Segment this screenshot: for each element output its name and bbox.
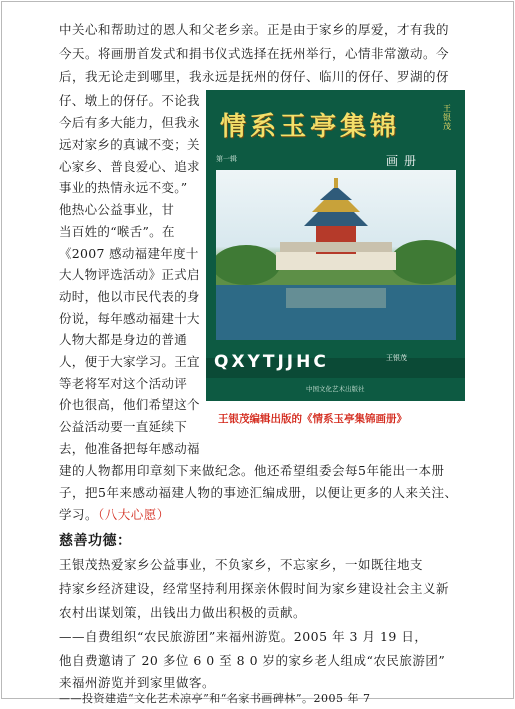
book-cover-image xyxy=(206,90,465,401)
cover-vertical-text: 王银茂 xyxy=(443,104,451,131)
section-line: ——自费组织“农民旅游团”来福州游览。2005 年 3 月 19 日， xyxy=(59,629,428,644)
narrow-line: 人物大都是身边的普通 xyxy=(59,332,188,347)
image-caption: 王银茂编辑出版的《情系玉亭集锦画册》 xyxy=(218,413,407,425)
cover-volume: 第一辑 xyxy=(216,155,237,163)
cover-code: QXYTJJHC xyxy=(214,352,329,372)
cover-author: 王银茂 xyxy=(386,354,407,362)
narrow-line: 去，他准备把每年感动福 xyxy=(59,441,200,456)
cover-subtitle: 画册 xyxy=(386,154,423,168)
narrow-line: 今后有多大能力，但我永 xyxy=(59,115,200,130)
section-line: 来福州游览并到家里做客。 xyxy=(59,675,216,690)
section-line: ——投资建造“文化艺术凉亭”和“名家书画碑林”。2005 年 7 xyxy=(59,692,371,705)
narrow-line: 《2007 感动福建年度十 xyxy=(59,246,199,261)
paragraph-line: 今天。将画册首发式和捐书仪式选择在抚州举行，心情非常激动。今 xyxy=(59,46,450,61)
pavilion-illustration xyxy=(216,170,456,340)
paragraph-line: 建的人物都用印章刻下来做纪念。他还希望组委会每5年能出一本册 xyxy=(59,463,445,478)
narrow-line: 事业的热情永远不变。” xyxy=(59,180,188,195)
last-line-text: 学习。 xyxy=(59,507,99,522)
narrow-line: 仔、墩上的伢仔。不论我 xyxy=(59,93,200,108)
narrow-line: 远对家乡的真诚不变；关 xyxy=(59,137,200,152)
section-heading: 慈善功德： xyxy=(59,533,132,549)
paragraph-line: 中关心和帮助过的恩人和父老乡亲。正是由于家乡的厚爱，才有我的 xyxy=(59,22,450,37)
section-line: 农村出谋划策，出钱出力做出积极的贡献。 xyxy=(59,605,307,620)
section-line: 持家乡经济建设，经常坚持利用探亲休假时间为家乡建设社会主义新 xyxy=(59,581,450,596)
paragraph-line: 后，我无论走到哪里，我永远是抚州的伢仔、临川的伢仔、罗湖的伢 xyxy=(59,69,450,84)
paragraph-line: 子，把5年来感动福建人物的事迹汇编成册，以便让更多的人来关注、 xyxy=(59,485,458,500)
cover-title: 情系玉亭集锦 xyxy=(220,112,401,142)
section-line: 王银茂热爱家乡公益事业，不负家乡，不忘家乡，一如既往地支 xyxy=(59,557,424,572)
narrow-line: 人，便于大家学习。王宜 xyxy=(59,354,200,369)
narrow-line: 等老将军对这个活动评 xyxy=(59,376,188,391)
narrow-line: 公益活动要一直延续下 xyxy=(59,419,188,434)
cover-publisher: 中国文化艺术出版社 xyxy=(306,385,365,393)
narrow-line: 当百姓的“喉舌”。在 xyxy=(59,224,175,239)
pavilion-photo xyxy=(216,170,456,340)
section-line: 他自费邀请了 20 多位 6 0 至 8 0 岁的家乡老人组成“农民旅游团” xyxy=(59,653,446,668)
narrow-line: 心家乡、普良爱心、追求 xyxy=(59,159,200,174)
narrow-line: 份说，每年感动福建十大 xyxy=(59,311,200,326)
narrow-line: 大人物评选活动》正式启 xyxy=(59,267,200,282)
narrow-line: 价也很高，他们希望这个 xyxy=(59,397,200,412)
narrow-line: 他热心公益事业，甘 xyxy=(59,202,175,217)
paragraph-line xyxy=(59,505,467,525)
narrow-line: 动时，他以市民代表的身 xyxy=(59,289,200,304)
last-line-red-note: （八大心愿） xyxy=(98,507,170,522)
